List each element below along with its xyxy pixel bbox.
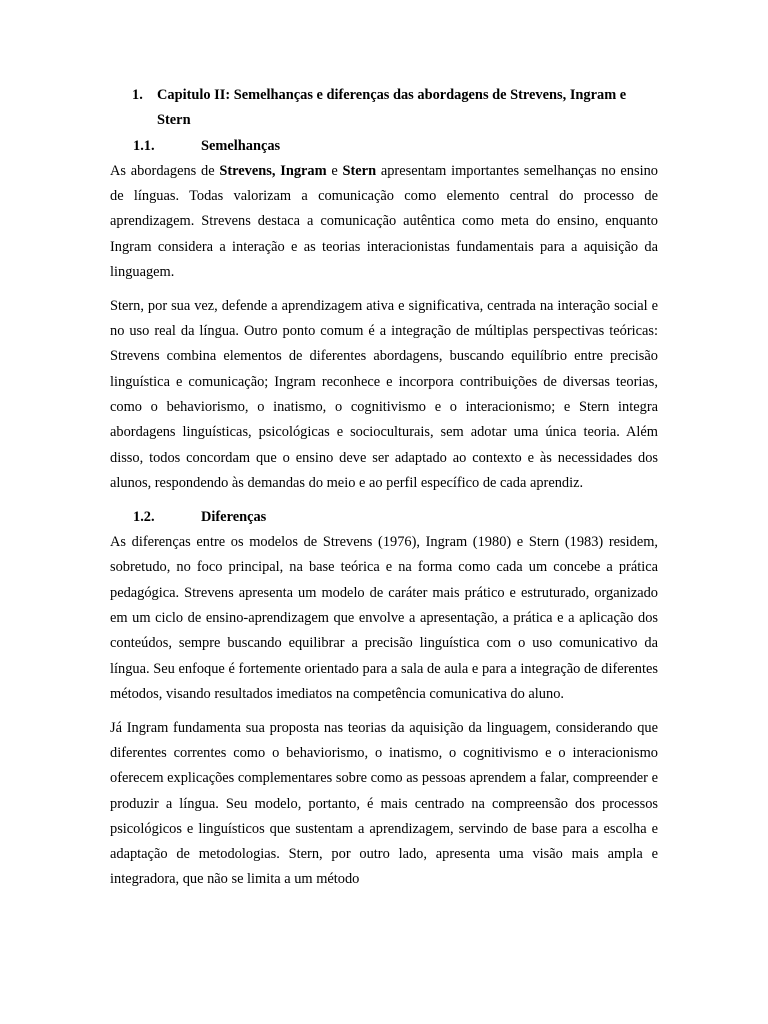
bold-text: Stern (342, 162, 377, 179)
paragraph-text: apresentam importantes semelhanças no ensino de línguas. Todas valorizam a comunicação como elemento central do processo de aprendizagem. Strevens destaca a comunicação autêntica como meta do ensino, enquanto Ingram considera a interação e as teorias interacionistas fundamentais para a aquisição da linguagem. (110, 162, 658, 281)
document-body (110, 83, 658, 893)
section-heading-differences (133, 505, 658, 530)
section-number: 1.2. (133, 508, 155, 525)
paragraph: Já Ingram fundamenta sua proposta nas teorias da aquisição da linguagem, considerando que diferentes correntes como o behaviorismo, o inatismo, o cognitivismo e o interacionismo oferecem explicações complementares sobre como as pessoas aprendem a falar, compreender e produzir a língua. Seu modelo, portanto, é mais centrado na compreensão dos processos psicológicos e linguísticos que sustentam a aprendizagem, servindo de base para a escolha e adaptação de metodologias. Stern, por outro lado, apresenta uma visão mais ampla e integradora, que não se limita a um método (110, 719, 658, 888)
paragraph-text: As abordagens de (110, 162, 220, 179)
section-heading-similarities (133, 134, 658, 159)
chapter-number: 1. (132, 87, 143, 103)
section-title: Semelhanças (201, 137, 281, 154)
section-title: Diferenças (201, 508, 267, 525)
paragraph (110, 159, 658, 285)
bold-text: Strevens, Ingram (219, 162, 327, 179)
paragraph: As diferenças entre os modelos de Strevens (1976), Ingram (1980) e Stern (1983) residem, sobretudo, no foco principal, na base teórica e na forma como cada um concebe a prática pedagógica. Strevens apresenta um modelo de caráter mais prático e estruturado, organizado em um ciclo de ensino-aprendizagem que envolve a apresentação, a prática e a aplicação dos conteúdos, sempre buscando equilibrar a precisão linguística com o uso comunicativo da língua. Seu enfoque é fortemente orientado para a sala de aula e para a integração de diferentes métodos, visando resultados imediatos na competência comunicativa do aluno. (110, 534, 658, 702)
paragraph: Stern, por sua vez, defende a aprendizagem ativa e significativa, centrada na interação social e no uso real da língua. Outro ponto comum é a integração de múltiplas perspectivas teóricas: Strevens combina elementos de diferentes abordagens, buscando equilíbrio entre precisão linguística e comunicação; Ingram reconhece e incorpora contribuições de diversas teorias, como o behaviorismo, o inatismo, o cognitivismo e o interacionismo; e Stern integra abordagens linguísticas, psicológicas e socioculturais, sem adotar uma única teoria. Além disso, todos concordam que o ensino deve ser adaptado ao contexto e às necessidades dos alunos, respondendo às demandas do meio e ao perfil específico de cada aprendiz. (110, 297, 658, 491)
chapter-heading (132, 83, 658, 134)
paragraph-text: e (326, 162, 343, 179)
chapter-title: Capitulo II: Semelhanças e diferenças das abordagens de Strevens, Ingram e Stern (157, 87, 627, 129)
section-number: 1.1. (133, 137, 155, 154)
